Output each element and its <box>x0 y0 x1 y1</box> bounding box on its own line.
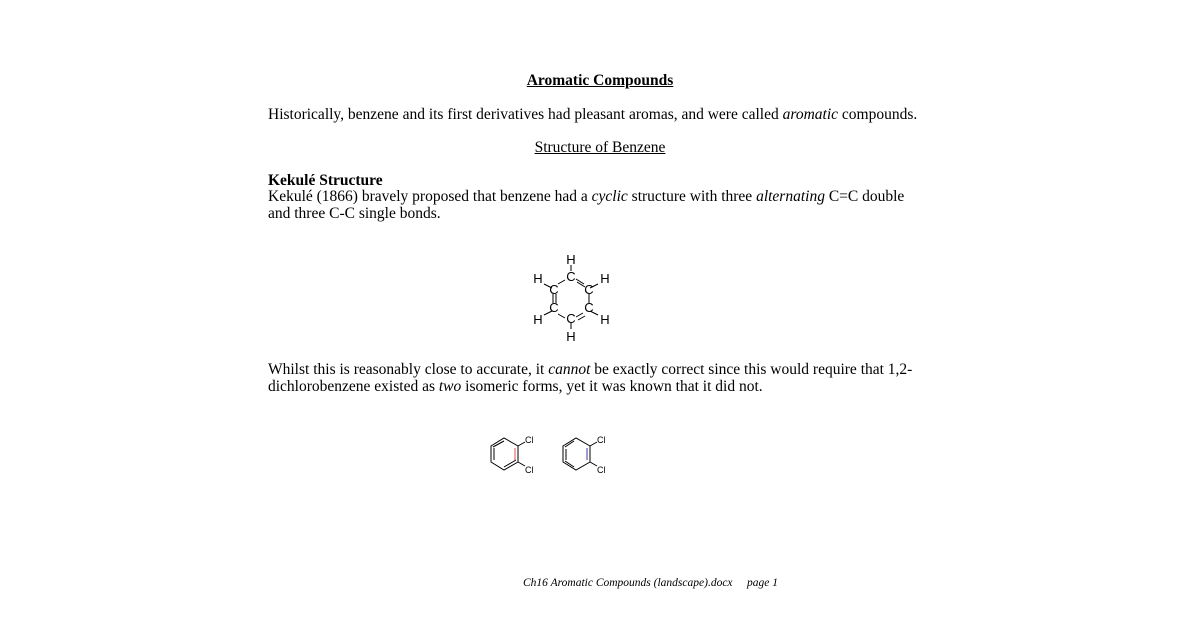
kekule-text-2: structure with three <box>627 188 757 205</box>
atom-h-lower-right: H <box>600 312 610 327</box>
section-subtitle: Structure of Benzene <box>534 139 666 156</box>
kekule-text-1: Kekulé (1866) bravely proposed that benzene had a <box>268 188 592 205</box>
atom-c-lower-right: C <box>584 300 594 315</box>
intro-text-2: compounds. <box>838 106 918 123</box>
isomer-paragraph <box>268 361 928 395</box>
isomer-emphasis-2: two <box>438 378 462 395</box>
benzene-kekule-diagram <box>525 248 625 348</box>
kekule-emphasis-1: cyclic <box>591 188 628 205</box>
isomer-single-bond-structure <box>491 438 525 470</box>
kekule-emphasis-2: alternating <box>756 188 825 205</box>
cl-label-1-bottom: Cl <box>525 465 534 475</box>
page-title: Aromatic Compounds <box>526 72 674 89</box>
kekule-paragraph <box>268 188 928 222</box>
kekule-text-3: C=C double and three C-C single bonds. <box>268 188 905 222</box>
atom-c-top: C <box>566 269 576 284</box>
cl-label-2-bottom: Cl <box>597 465 606 475</box>
isomer-text-2: be exactly correct since this would require that 1,2-dichlorobenzene existed as <box>268 361 913 395</box>
isomer-double-bond-structure <box>563 438 597 470</box>
atom-c-lower-left: C <box>549 300 559 315</box>
atom-h-top: H <box>566 252 576 267</box>
cl-label-1-top: Cl <box>525 435 534 445</box>
cl-label-2-top: Cl <box>597 435 606 445</box>
footer-page-number: page 1 <box>747 577 778 589</box>
atom-c-upper-right: C <box>584 282 594 297</box>
isomer-text-3: isomeric forms, yet it was known that it did not. <box>461 378 763 395</box>
atom-c-bottom: C <box>566 311 576 326</box>
footer-filename: Ch16 Aromatic Compounds (landscape).docx <box>523 577 733 589</box>
dichlorobenzene-isomers-diagram <box>485 430 620 480</box>
atom-h-bottom: H <box>566 329 576 344</box>
isomer-text-1: Whilst this is reasonably close to accurate, it <box>268 361 549 378</box>
intro-text-1: Historically, benzene and its first derivatives had pleasant aromas, and were called <box>268 106 783 123</box>
atom-h-upper-left: H <box>533 271 543 286</box>
intro-emphasis: aromatic <box>782 106 839 123</box>
isomer-emphasis-1: cannot <box>548 361 591 378</box>
kekule-heading: Kekulé Structure <box>268 172 383 189</box>
atom-h-upper-right: H <box>600 271 610 286</box>
atom-h-lower-left: H <box>533 312 543 327</box>
intro-paragraph <box>268 106 928 124</box>
atom-c-upper-left: C <box>549 282 559 297</box>
